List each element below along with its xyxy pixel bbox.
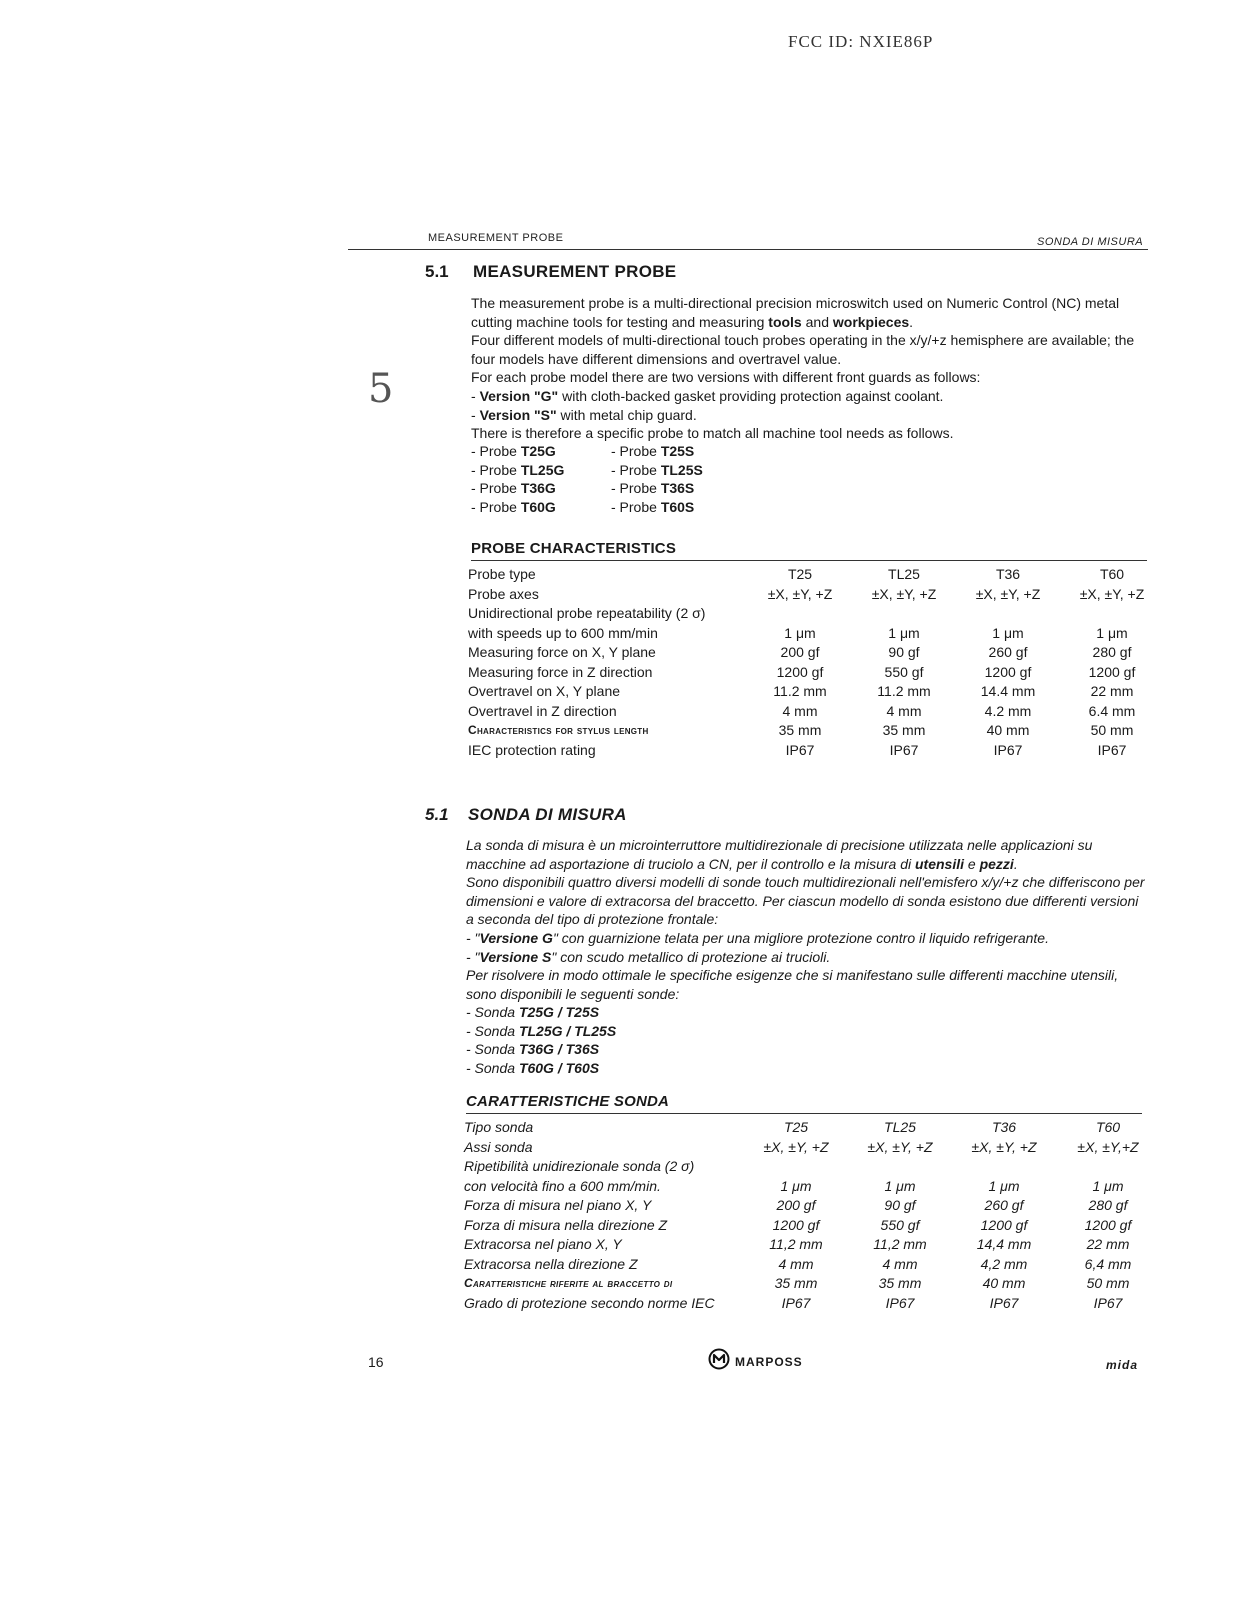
cell-t36: IP67 [993,741,1023,758]
cell-t36: 4,2 mm [980,1255,1028,1272]
cell-tl25: ±X, ±Y, +Z [871,585,937,602]
row-label: Probe type [468,566,536,582]
cell-t25: 4 mm [782,702,818,719]
margin-section-mark: 5 [368,366,394,412]
cell-tl25: IP67 [885,1294,915,1311]
cell-t60: 1200 gf [1084,1216,1132,1233]
cell-t36: 260 gf [984,1197,1024,1213]
row-label: Measuring force in Z direction [468,663,653,680]
cell-tl25: 35 mm [882,722,926,738]
cell-t25: 11,2 mm [769,1236,823,1252]
row-label: Extracorsa nel piano X, Y [464,1236,622,1252]
probe-model: T36S [660,480,695,497]
version-g-en [471,387,1151,406]
bold-version-g: Version "G" [479,387,559,404]
cell-tl25: 11.2 mm [877,683,931,699]
list-item [466,1022,616,1041]
bold-version-s: Versione S [479,948,552,965]
footer-mark: mida [1106,1358,1139,1372]
cell-t36: ±X, ±Y, +Z [971,1138,1037,1155]
paragraph-list-intro-it: Per risolvere in modo ottimale le specifiche esigenze che si manifestano sulle differenti macchine utensili, sono disponibili le seguenti sonde: [466,967,1119,1002]
table-row [464,1138,1160,1158]
cell-t25: 1200 gf [772,1216,820,1233]
cell-tl25: 550 gf [884,663,924,680]
row-label: Tipo sonda [464,1119,534,1135]
row-label: con velocità fino a 600 mm/min. [464,1177,661,1194]
text-run: - Sonda [466,1004,519,1020]
bold-pezzi: pezzi [979,855,1014,872]
row-label: Assi sonda [464,1138,533,1155]
cell-tl25: IP67 [889,741,919,758]
cell-tl25: 90 gf [884,1197,916,1213]
cell-t36: ±X, ±Y, +Z [975,585,1041,602]
cell-t36 [952,1157,1056,1177]
cell-t36: 1 μm [988,1177,1020,1194]
probe-model: T25G [520,443,556,459]
cell-t25: T25 [787,566,813,582]
cell-t60: 22 mm [1090,683,1134,699]
section-number-it: 5.1 [425,805,449,824]
text-run: - Probe [611,498,661,515]
cell-t25: 35 mm [778,722,822,738]
cell-t36: IP67 [989,1294,1019,1311]
cell-t25 [748,604,852,624]
cell-tl25: 1 μm [888,624,920,641]
running-header-right: SONDA DI MISURA [1037,236,1144,248]
cell-t60: IP67 [1093,1294,1123,1311]
cell-t60: 1 μm [1092,1177,1124,1194]
cell-t60: 6.4 mm [1088,702,1136,719]
cell-t60: 50 mm [1090,722,1134,738]
cell-t25: 200 gf [780,644,820,660]
table-row [464,1255,1160,1275]
list-item [471,498,703,517]
cell-t25: 35 mm [774,1275,818,1291]
bold-utensili: utensili [915,855,965,872]
text-run: - Sonda [466,1022,519,1039]
table-row [468,702,1164,722]
bold-tools: tools [768,313,802,330]
paragraph-models-en: Four different models of multi-directional touch probes operating in the x/y/+z hemisphere are available; the four models have different dimensions and overtravel value. [471,332,1135,367]
table-rule-en [471,560,1147,561]
text-run: The measurement probe is a multi-directional precision microswitch used on Numeric Control (NC) metal cutting machine tools for testing and measuring [471,295,1120,330]
row-label: Forza di misura nel piano X, Y [464,1197,652,1213]
cell-t36: 14.4 mm [980,683,1036,699]
cell-t25: ±X, ±Y, +Z [767,585,833,602]
row-label: IEC protection rating [468,741,596,758]
cell-t36: 260 gf [988,644,1028,660]
table-row [468,741,1164,761]
row-label: Grado di protezione secondo norme IEC [464,1294,715,1311]
text-run: . [1013,855,1018,872]
text-run: - Sonda [466,1041,519,1058]
cell-t60: 50 mm [1086,1275,1130,1291]
list-item [466,1003,616,1022]
row-label: Overtravel in Z direction [468,702,617,719]
section-title-it: SONDA DI MISURA [468,805,627,824]
running-header-left: MEASUREMENT PROBE [428,232,564,244]
table-row [464,1274,1160,1294]
table-title-en: PROBE CHARACTERISTICS [471,540,677,557]
table-row [468,663,1164,683]
row-label: Measuring force on X, Y plane [468,644,656,660]
text-run: - Sonda [466,1059,519,1076]
cell-tl25: TL25 [888,566,920,582]
cell-t36: 1200 gf [984,663,1032,680]
table-row [464,1157,1160,1177]
list-item [466,1040,616,1059]
probe-model: TL25G / TL25S [518,1022,617,1039]
header-rule [348,249,1148,250]
cell-tl25 [848,1157,952,1177]
text-run: " con scudo metallico di protezione ai trucioli. [551,948,831,965]
row-label: Caratteristiche riferite al braccetto di [464,1276,673,1290]
probe-model: T36G [520,480,556,497]
probe-model: TL25S [660,461,703,478]
row-label: Overtravel on X, Y plane [468,683,621,699]
cell-t25: ±X, ±Y, +Z [763,1138,829,1155]
text-run: - Probe [471,443,521,459]
probe-list-en [471,442,703,516]
cell-tl25: 4 mm [886,702,922,719]
table-row [464,1118,1160,1138]
table-title-it: CARATTERISTICHE SONDA [466,1093,670,1110]
row-label: Ripetibilità unidirezionale sonda (2 σ) [464,1158,695,1174]
probe-model: T60G [520,498,556,515]
cell-t36: 14,4 mm [976,1236,1032,1252]
table-row [468,721,1164,741]
text-run: e [964,855,980,872]
cell-tl25: 4 mm [882,1255,918,1272]
cell-t25: IP67 [785,741,815,758]
text-run: - Probe [611,461,661,478]
cell-t25: 1 μm [780,1177,812,1194]
cell-tl25 [852,604,956,624]
cell-t60: T60 [1099,566,1125,582]
table-row [468,585,1164,605]
bold-version-g: Versione G [479,929,553,946]
cell-t60: 22 mm [1086,1236,1130,1252]
bold-version-s: Version "S" [479,406,557,423]
cell-tl25: ±X, ±Y, +Z [867,1138,933,1155]
table-row [468,565,1164,585]
row-label: Extracorsa nella direzione Z [464,1255,638,1272]
cell-t25: 1200 gf [776,663,824,680]
fcc-id-stamp: FCC ID: NXIE86P [788,32,934,51]
paragraph-match-en: There is therefore a specific probe to match all machine tool needs as follows. [471,425,954,442]
list-item [471,442,703,461]
text-run: with metal chip guard. [556,406,697,423]
table-row [464,1177,1160,1197]
cell-t25: 1 μm [784,624,816,641]
paragraph-models-it: Sono disponibili quattro diversi modelli di sonde touch multidirezionali nell'emisfero x/y/+z che differiscono per dimensioni e valore di extracorsa del braccetto. Per ciascun modello di sonda esistono due differenti versioni a seconda del tipo di protezione frontale: [466,874,1145,928]
text-run: - " [466,929,480,946]
cell-t60: 280 gf [1088,1197,1128,1213]
probe-model: T25S [660,443,695,459]
version-s-en [471,406,1151,425]
cell-t25 [744,1157,848,1177]
cell-t36: T36 [991,1119,1017,1135]
text-run: - Probe [471,498,521,515]
text-run: - [471,387,480,404]
table-row [464,1216,1160,1236]
marposs-emblem-icon [708,1348,730,1375]
marposs-logo [708,1348,803,1375]
table-row [468,682,1164,702]
cell-t60 [1056,1157,1160,1177]
cell-t60: 6,4 mm [1084,1255,1132,1272]
text-run: - Probe [471,480,521,497]
body-text-en [471,294,1151,443]
cell-tl25: 35 mm [878,1275,922,1291]
cell-t60: ±X, ±Y,+Z [1077,1138,1139,1155]
body-text-it [466,836,1146,1003]
text-run: - [471,406,480,423]
bold-workpieces: workpieces [832,313,910,330]
table-row [464,1196,1160,1216]
cell-t60 [1060,604,1164,624]
page-number: 16 [368,1354,384,1370]
probe-model: T25G / T25S [518,1004,600,1020]
logo-text: MARPOSS [735,1354,803,1369]
text-run: and [801,313,833,330]
probe-model: T60S [660,498,695,515]
cell-tl25: 90 gf [888,644,920,660]
text-run: with cloth-backed gasket providing protection against coolant. [558,387,944,404]
probe-model: T36G / T36S [518,1041,600,1058]
cell-t60: T60 [1095,1119,1121,1135]
table-row [464,1235,1160,1255]
version-g-it [466,929,1146,948]
cell-t36: T36 [995,566,1021,582]
probe-model: T60G / T60S [518,1059,600,1076]
table-rule-it [466,1113,1142,1114]
cell-t36: 40 mm [986,722,1030,738]
text-run: . [909,313,914,330]
cell-t60: 1200 gf [1088,663,1136,680]
row-label: Characteristics for stylus length [468,723,649,737]
row-label: Probe axes [468,585,539,602]
cell-tl25: 1 μm [884,1177,916,1194]
probe-model: TL25G [520,461,565,478]
paragraph-intro-en [471,294,1151,331]
probe-list-it [466,1003,616,1077]
text-run: La sonda di misura è un microinterruttore multidirezionale di precisione utilizzata nelle applicazioni su macchine ad asportazione di truciolo a CN, per il controllo e la misura di [466,837,1093,872]
text-run: - Probe [611,480,661,497]
cell-t60: 1 μm [1096,624,1128,641]
table-row [468,643,1164,663]
section-number-en: 5.1 [425,262,449,281]
cell-t25: 4 mm [778,1255,814,1272]
table-row [468,604,1164,624]
cell-t36: 1200 gf [980,1216,1028,1233]
text-run: " con guarnizione telata per una migliore protezione contro il liquido refrigerante. [552,929,1049,946]
section-title-en: MEASUREMENT PROBE [473,262,677,281]
cell-t36: 1 μm [992,624,1024,641]
version-s-it [466,948,1146,967]
cell-t36: 40 mm [982,1275,1026,1291]
cell-t25: T25 [783,1119,809,1135]
cell-t25: IP67 [781,1294,811,1311]
row-label: Forza di misura nella direzione Z [464,1216,668,1233]
spec-table-en [468,565,1164,760]
cell-tl25: 11,2 mm [873,1236,927,1252]
cell-tl25: 550 gf [880,1216,920,1233]
cell-t36: 4.2 mm [984,702,1032,719]
table-row [468,624,1164,644]
cell-t36 [956,604,1060,624]
row-label: Unidirectional probe repeatability (2 σ) [468,605,706,621]
paragraph-intro-it [466,836,1146,873]
text-run: - " [466,948,480,965]
cell-t25: 200 gf [776,1197,816,1213]
row-label: with speeds up to 600 mm/min [468,624,658,641]
cell-tl25: TL25 [884,1119,916,1135]
cell-t60: ±X, ±Y, +Z [1079,585,1145,602]
text-run: - Probe [611,443,661,459]
list-item [471,479,703,498]
list-item [466,1059,616,1078]
spec-table-it [464,1118,1160,1313]
cell-t60: 280 gf [1092,644,1132,660]
list-item [471,461,703,480]
paragraph-versions-en: For each probe model there are two versions with different front guards as follows: [471,369,981,386]
text-run: - Probe [471,461,521,478]
table-row [464,1294,1160,1314]
cell-t60: IP67 [1097,741,1127,758]
cell-t25: 11.2 mm [773,683,827,699]
